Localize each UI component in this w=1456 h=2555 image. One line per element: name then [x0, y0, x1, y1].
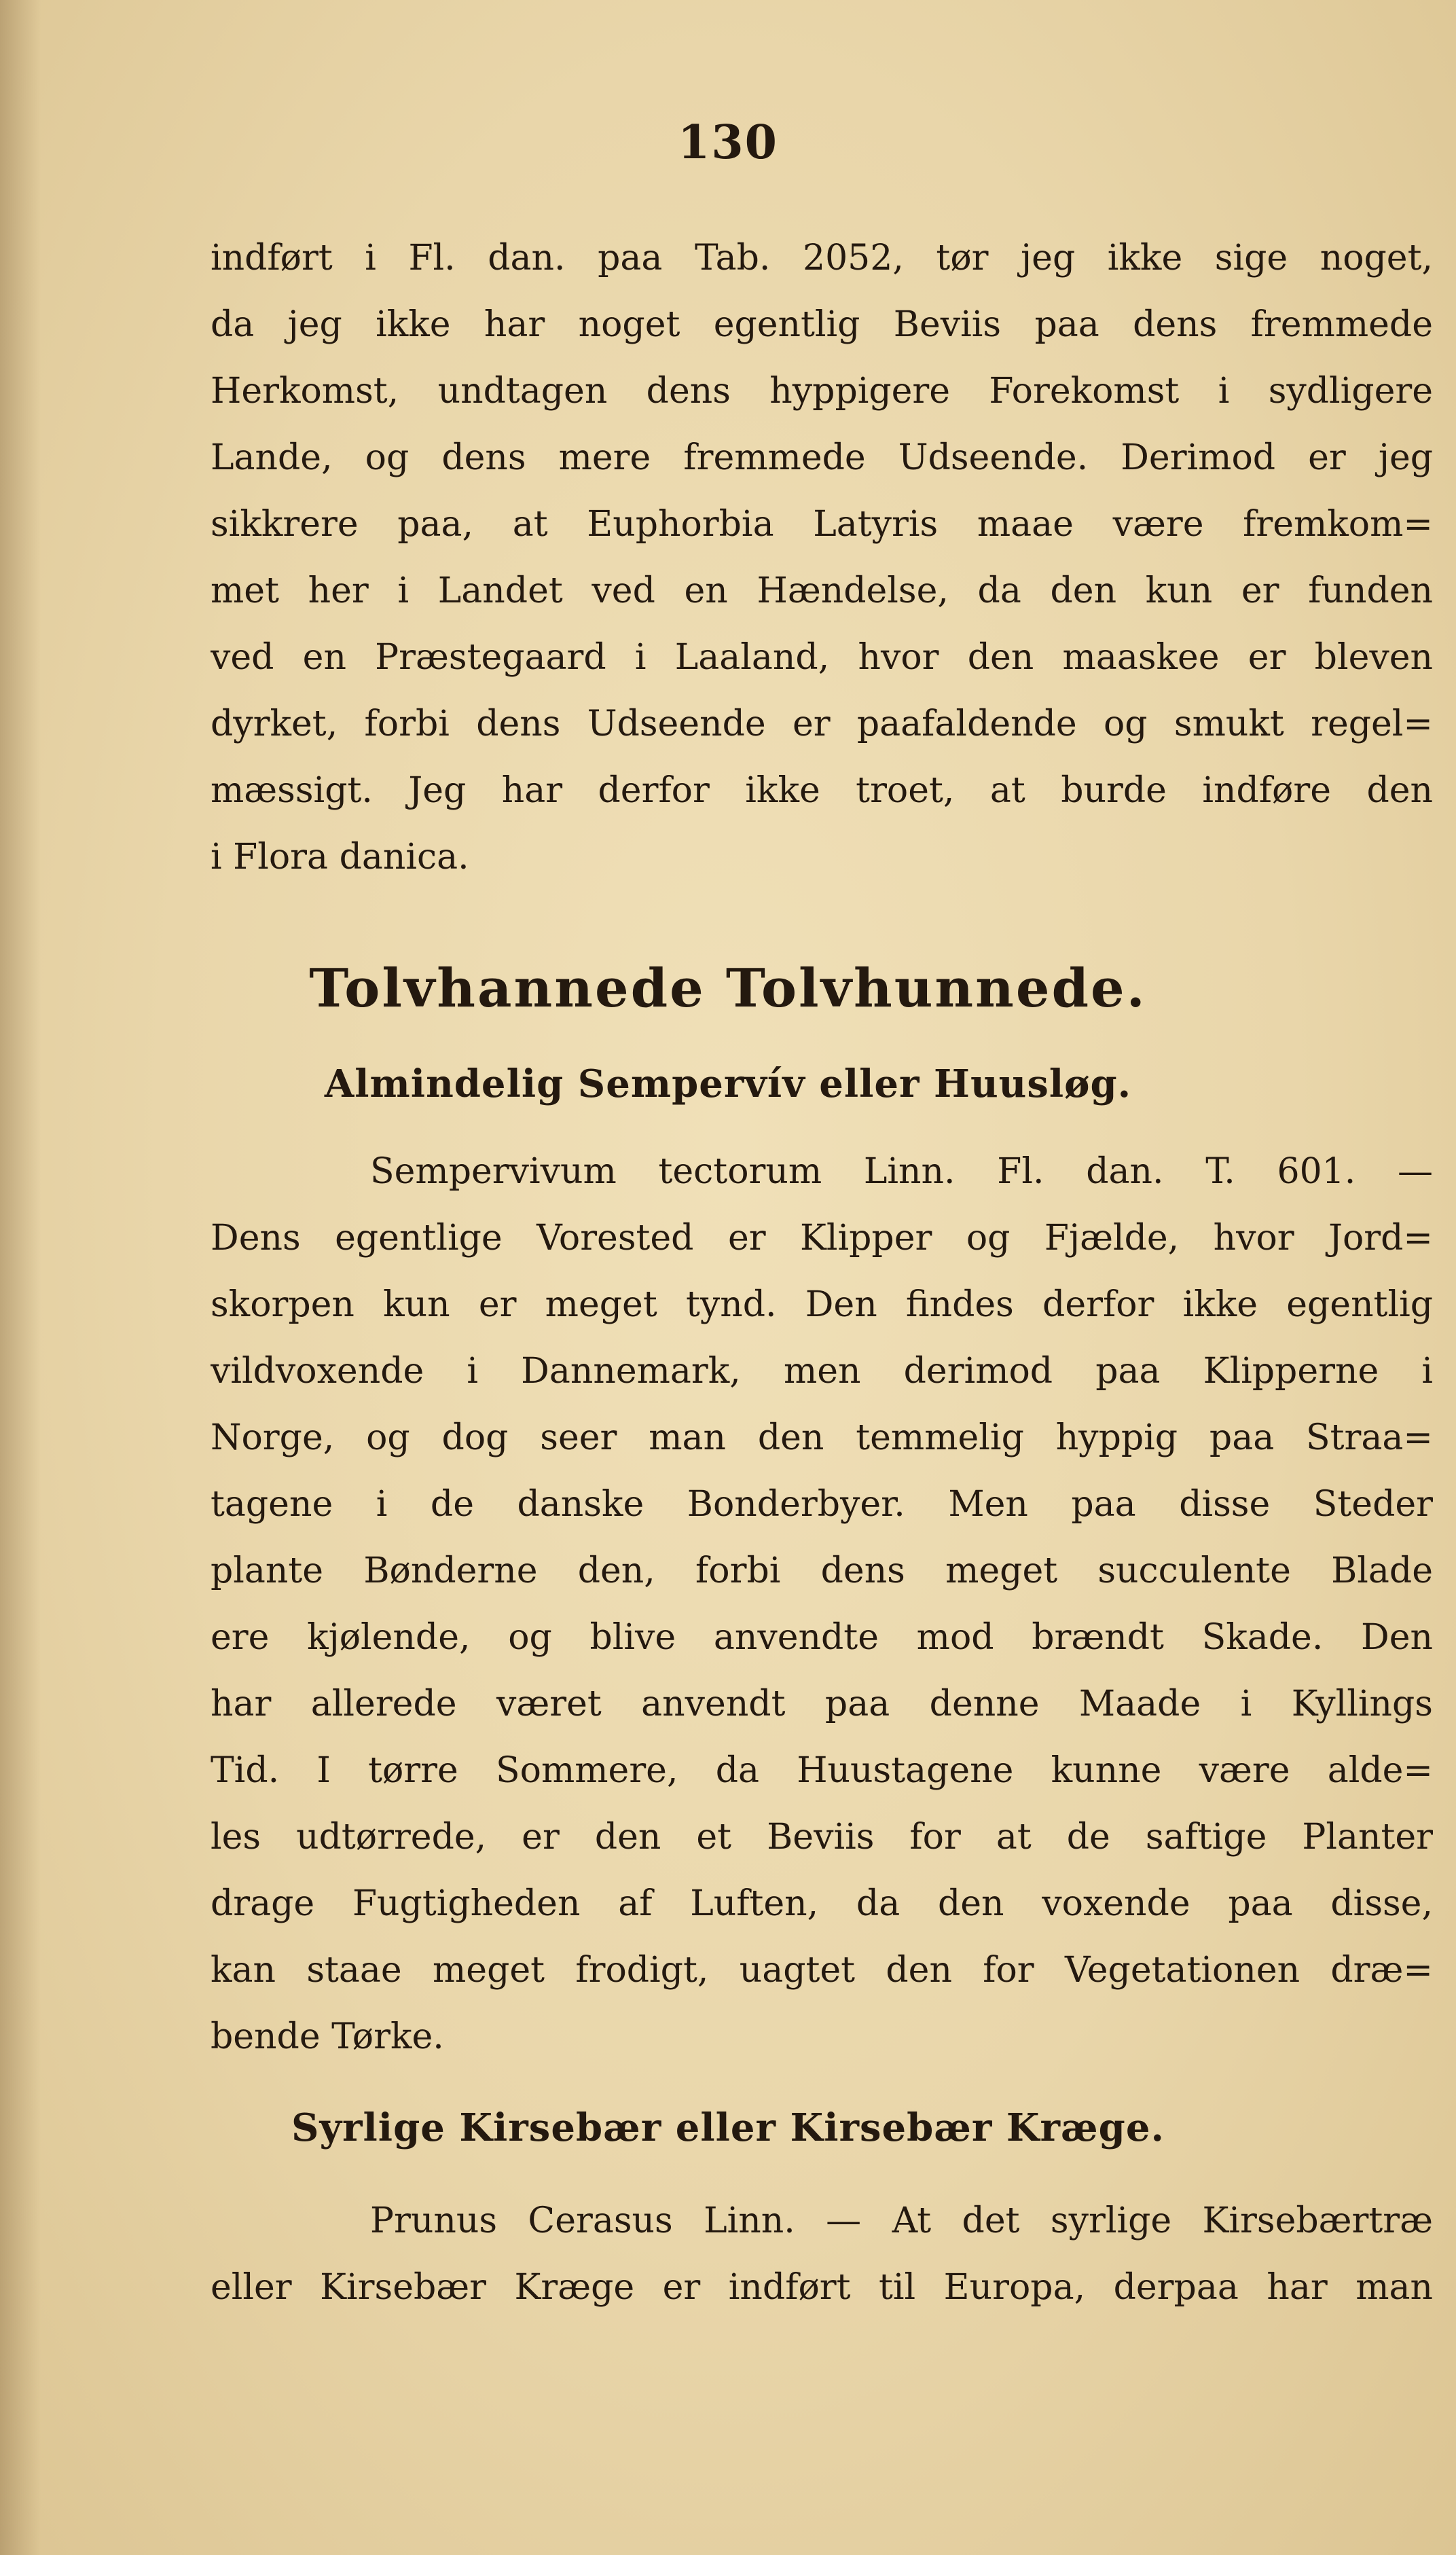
text-line: kan staae meget frodigt, uagtet den for Vegetationen dræ= — [211, 1950, 1433, 1991]
species-heading-prunus: Syrlige Kirsebær eller Kirsebær Kræge. — [291, 2105, 1165, 2150]
section-heading: Tolvhannede Tolvhunnede. — [309, 958, 1147, 1019]
text-line: Tid. I tørre Sommere, da Huustagene kunne være alde= — [211, 1750, 1433, 1791]
text-line: dyrket, forbi dens Udseende er paafaldende og smukt regel= — [211, 704, 1433, 744]
text-line: indført i Fl. dan. paa Tab. 2052, tør jeg ikke sige noget, — [211, 238, 1433, 278]
text-line: eller Kirsebær Kræge er indført til Europa, derpaa har man — [211, 2267, 1433, 2308]
text-line: bende Tørke. — [211, 2016, 444, 2057]
text-line: skorpen kun er meget tynd. Den findes derfor ikke egentlig — [211, 1284, 1433, 1325]
text-line: Prunus Cerasus Linn. — At det syrlige Kirsebærtræ — [370, 2200, 1433, 2241]
text-line: Lande, og dens mere fremmede Udseende. Derimod er jeg — [211, 437, 1433, 478]
page-edge-shadow — [0, 0, 41, 2555]
text-line: ved en Præstegaard i Laaland, hvor den maaskee er bleven — [211, 637, 1433, 678]
text-line: tagene i de danske Bonderbyer. Men paa disse Steder — [211, 1484, 1433, 1525]
text-line: met her i Landet ved en Hændelse, da den kun er funden — [211, 570, 1433, 611]
text-line: vildvoxende i Dannemark, men derimod paa Klipperne i — [211, 1351, 1433, 1392]
species-heading-sempervivum: Almindelig Sempervív eller Huusløg. — [324, 1062, 1132, 1106]
text-line: mæssigt. Jeg har derfor ikke troet, at burde indføre den — [211, 770, 1433, 811]
text-line: drage Fugtigheden af Luften, da den voxende paa disse, — [211, 1883, 1433, 1924]
text-line: Sempervivum tectorum Linn. Fl. dan. T. 601. — — [370, 1151, 1433, 1192]
text-line: Dens egentlige Vorested er Klipper og Fjælde, hvor Jord= — [211, 1218, 1433, 1258]
text-line: Norge, og dog seer man den temmelig hyppig paa Straa= — [211, 1417, 1433, 1458]
text-line: ere kjølende, og blive anvendte mod brændt Skade. Den — [211, 1617, 1433, 1658]
text-line: da jeg ikke har noget egentlig Beviis paa dens fremmede — [211, 304, 1433, 345]
text-line: sikkrere paa, at Euphorbia Latyris maae være fremkom= — [211, 504, 1433, 545]
text-line: i Flora danica. — [211, 837, 469, 877]
page-number: 130 — [678, 115, 778, 170]
text-line: har allerede været anvendt paa denne Maade i Kyllings — [211, 1684, 1433, 1724]
text-line: les udtørrede, er den et Beviis for at de saftige Planter — [211, 1817, 1433, 1858]
text-line: plante Bønderne den, forbi dens meget succulente Blade — [211, 1551, 1433, 1591]
text-line: Herkomst, undtagen dens hyppigere Forekomst i sydligere — [211, 371, 1433, 412]
